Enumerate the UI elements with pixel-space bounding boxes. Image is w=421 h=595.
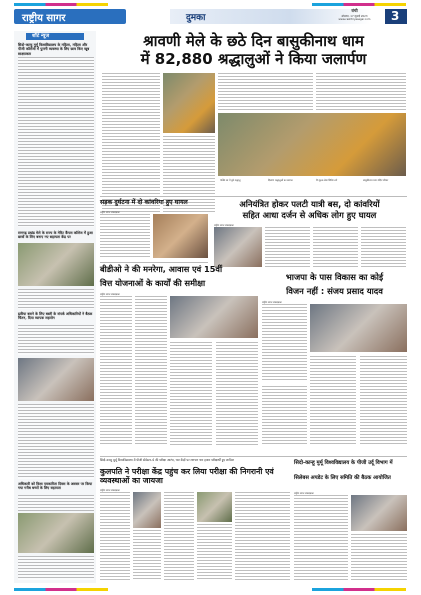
story-photo — [310, 304, 407, 352]
story-photo — [214, 227, 262, 267]
story-body — [100, 214, 150, 258]
lead-headline-line1: श्रावणी मेले के छठे दिन बासुकीनाथ धाम — [143, 32, 364, 50]
sidebar-item-title: रामगढ़ प्रखंड मेले के राज्य के मेरिट कैंपस कॉलेज में हुआ छात्रों के लिए बनाए गए सहायता केंद्र पर — [18, 231, 93, 240]
story-body — [170, 342, 212, 446]
lead-caption: भक्ति रस में डूबे श्रद्धालु — [220, 179, 241, 182]
sidebar-photo — [18, 243, 94, 286]
story-body — [262, 304, 307, 382]
story-headline-line1: बीडीओ ने की मनरेगा, आवास एवं 15वीं — [100, 264, 223, 274]
page-number-tab — [385, 9, 407, 24]
city-label: दुमका — [186, 13, 206, 23]
story-headline-line2: सहित आधा दर्जन से अधिक लोग हुए घायल — [242, 210, 377, 220]
lead-headline-line2: में 82,880 श्रद्धालुओं ने किया जलार्पण — [140, 50, 367, 68]
sidebar-item-body — [18, 495, 94, 511]
color-register-bar — [14, 3, 406, 6]
story-bdo — [100, 264, 260, 454]
masthead — [0, 0, 421, 30]
web-address: www.rashtriyasagar.com — [338, 18, 371, 21]
story-urdu — [294, 458, 407, 583]
story-body — [265, 227, 310, 267]
sidebar-photo — [18, 358, 94, 401]
story-body — [100, 296, 132, 446]
story-headline-line1: अनियंत्रित होकर पलटी यात्री बस, दो कांवरियों — [239, 199, 380, 209]
story-body — [133, 530, 161, 580]
lead-caption: नि:शुल्क सेवा शिविर लगे — [316, 179, 338, 182]
bottom-register-bar — [14, 588, 406, 591]
story-headline: सड़क दुर्घटना में दो कांवरिया हुए घायल — [100, 199, 188, 206]
story-body — [360, 356, 407, 446]
sidebar-tag-label: शॉर्ट न्यूज — [32, 33, 50, 39]
story-body — [100, 492, 130, 580]
sidebar-item-body — [18, 289, 94, 309]
sidebar-tag — [26, 33, 84, 40]
page-number: 3 — [391, 9, 400, 23]
story-body — [262, 386, 307, 446]
story-exam — [100, 458, 290, 583]
story-body — [164, 492, 194, 580]
story-bus — [212, 199, 407, 271]
lead-caption: बासुकीनाथ धाम मंदिर परिसर — [363, 179, 389, 182]
sidebar-photo — [18, 513, 94, 553]
date-line: सोमवार, 17 जुलाई 2023 — [341, 15, 368, 18]
lead-body-col — [218, 73, 313, 110]
sidebar-item-title: झरिया बसने के लिए बस्ती के संपर्क अधिकारियों ने बैठक चिंतन, दिया व्यापक सहयोग — [18, 312, 93, 321]
lead-body-col — [102, 73, 160, 214]
divider — [100, 262, 208, 263]
story-byline: राष्ट्रीय सागर संवाददाता — [214, 224, 234, 227]
story-headline-line1: भाजपा के पास विकास का कोई — [285, 272, 384, 282]
divider — [100, 196, 407, 197]
story-photo — [197, 492, 232, 522]
story-byline: राष्ट्रीय सागर संवाददाता — [100, 293, 120, 296]
section-banner — [14, 9, 126, 24]
story-photo — [153, 214, 208, 258]
sidebar-item-body — [18, 556, 94, 580]
story-byline: राष्ट्रीय सागर संवाददाता — [100, 211, 120, 214]
story-headline: कुलपति ने परीक्षा केंद्र पहुंच कर लिया परीक्षा की निगरानी एवं व्यवस्थाओं का जायजा — [100, 467, 274, 485]
lead-story — [100, 31, 407, 219]
sidebar-item-title: सिदो-कान्हू मुर्मू विश्वविद्यालय के महिला, महिला और पीजी कॉलेजों में पुरानी व्यवस्था के लिए छात्र किए खूब साक्षात्कार — [18, 43, 90, 56]
story-body — [216, 342, 258, 446]
story-body — [235, 492, 290, 580]
story-headline-line2: सिलेबस अपडेट के लिए समिति की बैठक आयोजित — [294, 475, 391, 481]
date-block — [327, 8, 382, 26]
story-headline-line2: वित्त योजनाओं के कार्यों की समीक्षा — [100, 278, 206, 288]
story-photo — [133, 492, 161, 528]
lead-body-col — [316, 73, 406, 110]
story-accident — [100, 199, 208, 259]
story-photo — [351, 495, 407, 531]
story-byline: राष्ट्रीय सागर संवाददाता — [262, 301, 282, 304]
lead-caption: दिव्यांग श्रद्धालुओं का स्वागत — [268, 179, 293, 182]
story-body — [310, 356, 356, 446]
sidebar-item-body — [18, 57, 94, 227]
story-body — [135, 296, 167, 446]
story-photo — [170, 296, 258, 338]
sidebar-item-body — [18, 404, 94, 479]
story-byline: राष्ट्रीय सागर संवाददाता — [294, 492, 314, 495]
story-body — [351, 534, 407, 580]
story-headline-line2: विजन नहीं : संजय प्रसाद यादव — [286, 286, 383, 296]
right-city: रांची — [351, 8, 358, 13]
story-kicker: सिदो-कान्हू मुर्मू विश्वविद्यालय में पीजी सेमेस्टर-4 की परीक्षा आरंभ, चार केंद्रों पर लगभग चार हजार परीक्षार्थी हुए शामिल — [100, 458, 234, 462]
lead-photo-main — [163, 73, 215, 133]
lead-photo-wide — [218, 113, 406, 176]
story-body — [313, 227, 358, 267]
sidebar-item-body — [18, 325, 94, 355]
story-body — [361, 227, 406, 267]
section-title: राष्ट्रीय सागर — [22, 13, 66, 24]
divider — [100, 456, 407, 457]
story-byline: राष्ट्रीय सागर संवाददाता — [100, 489, 120, 492]
story-body — [294, 495, 348, 580]
sidebar — [14, 31, 96, 583]
sidebar-item-title: अधिकारी को विश्व पत्रकारिता दिवस के अवसर पर किया गया गरीब बच्चों के लिए सहायता — [18, 482, 93, 491]
story-headline-line1: सिदो-कान्हू मुर्मू विश्वविद्यालय के पीजी उर्दू विभाग में — [294, 460, 393, 466]
story-bjp — [262, 272, 407, 452]
story-body — [197, 524, 232, 580]
